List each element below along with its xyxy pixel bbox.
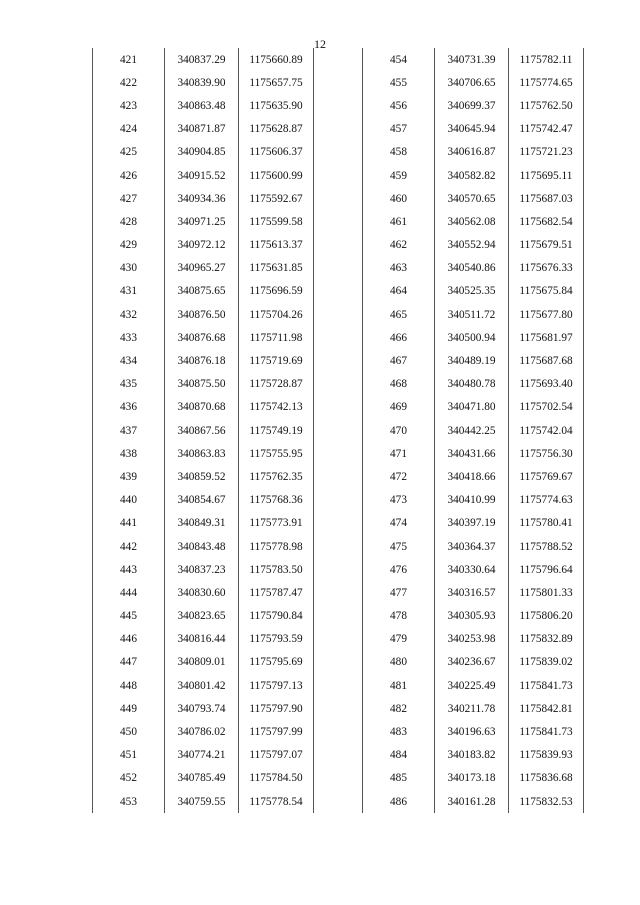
point-number-cell: 477 <box>390 586 407 599</box>
point-number-cell: 468 <box>390 378 407 391</box>
point-number-cell: 480 <box>390 656 407 669</box>
table-row <box>363 790 584 813</box>
table-row <box>363 581 584 604</box>
table-row <box>93 210 314 233</box>
y-coordinate-cell: 1175687.68 <box>509 349 584 372</box>
y-coordinate-cell: 1175702.54 <box>509 396 584 419</box>
table-row <box>93 141 314 164</box>
point-number-cell: 434 <box>120 355 137 368</box>
table-row <box>93 628 314 651</box>
table-row <box>93 697 314 720</box>
x-coordinate-cell: 340830.60 <box>165 581 239 604</box>
x-coordinate-cell: 340876.50 <box>165 303 239 326</box>
point-number-cell: 455 <box>390 76 407 89</box>
point-number-cell: 472 <box>390 470 407 483</box>
point-number-cell: 431 <box>120 285 137 298</box>
y-coordinate-cell: 1175695.11 <box>509 164 584 187</box>
y-coordinate-cell: 1175793.59 <box>239 628 314 651</box>
point-number-cell: 485 <box>390 772 407 785</box>
x-coordinate-cell: 340570.65 <box>435 187 509 210</box>
y-coordinate-cell: 1175762.50 <box>509 94 584 117</box>
y-coordinate-cell: 1175635.90 <box>239 94 314 117</box>
table-row <box>363 71 584 94</box>
table-row <box>363 767 584 790</box>
point-number-cell: 461 <box>390 215 407 228</box>
table-row <box>93 257 314 280</box>
x-coordinate-cell: 340699.37 <box>435 94 509 117</box>
y-coordinate-cell: 1175839.02 <box>509 651 584 674</box>
x-coordinate-cell: 340876.18 <box>165 349 239 372</box>
x-coordinate-cell: 340236.67 <box>435 651 509 674</box>
point-number-cell: 441 <box>120 517 137 530</box>
table-row <box>363 303 584 326</box>
x-coordinate-cell: 340431.66 <box>435 442 509 465</box>
y-coordinate-cell: 1175787.47 <box>239 581 314 604</box>
x-coordinate-cell: 340364.37 <box>435 535 509 558</box>
table-row <box>93 720 314 743</box>
y-coordinate-cell: 1175797.99 <box>239 720 314 743</box>
y-coordinate-cell: 1175795.69 <box>239 651 314 674</box>
x-coordinate-cell: 340480.78 <box>435 373 509 396</box>
x-coordinate-cell: 340904.85 <box>165 141 239 164</box>
y-coordinate-cell: 1175742.13 <box>239 396 314 419</box>
point-number-cell: 433 <box>120 331 137 344</box>
y-coordinate-cell: 1175613.37 <box>239 234 314 257</box>
x-coordinate-cell: 340863.83 <box>165 442 239 465</box>
point-number-cell: 450 <box>120 726 137 739</box>
table-row <box>363 373 584 396</box>
y-coordinate-cell: 1175806.20 <box>509 605 584 628</box>
table-row <box>93 373 314 396</box>
x-coordinate-cell: 340511.72 <box>435 303 509 326</box>
point-number-cell: 423 <box>120 99 137 112</box>
table-row <box>363 605 584 628</box>
y-coordinate-cell: 1175783.50 <box>239 558 314 581</box>
table-row <box>93 535 314 558</box>
y-coordinate-cell: 1175600.99 <box>239 164 314 187</box>
point-number-cell: 475 <box>390 540 407 553</box>
y-coordinate-cell: 1175711.98 <box>239 326 314 349</box>
x-coordinate-cell: 340774.21 <box>165 744 239 767</box>
x-coordinate-cell: 340915.52 <box>165 164 239 187</box>
x-coordinate-cell: 340552.94 <box>435 234 509 257</box>
y-coordinate-cell: 1175836.68 <box>509 767 584 790</box>
y-coordinate-cell: 1175675.84 <box>509 280 584 303</box>
x-coordinate-cell: 340540.86 <box>435 257 509 280</box>
x-coordinate-cell: 340876.68 <box>165 326 239 349</box>
table-row <box>363 744 584 767</box>
point-number-cell: 432 <box>120 308 137 321</box>
y-coordinate-cell: 1175762.35 <box>239 465 314 488</box>
table-row <box>93 118 314 141</box>
point-number-cell: 425 <box>120 146 137 159</box>
point-number-cell: 479 <box>390 633 407 646</box>
x-coordinate-cell: 340196.63 <box>435 720 509 743</box>
point-number-cell: 462 <box>390 239 407 252</box>
point-number-cell: 473 <box>390 494 407 507</box>
point-number-cell: 447 <box>120 656 137 669</box>
point-number-cell: 459 <box>390 169 407 182</box>
table-row <box>93 790 314 813</box>
page-number: 12 <box>314 37 326 51</box>
y-coordinate-cell: 1175749.19 <box>239 419 314 442</box>
x-coordinate-cell: 340397.19 <box>435 512 509 535</box>
x-coordinate-cell: 340875.65 <box>165 280 239 303</box>
point-number-cell: 443 <box>120 563 137 576</box>
x-coordinate-cell: 340316.57 <box>435 581 509 604</box>
table-row <box>93 442 314 465</box>
table-row <box>93 71 314 94</box>
y-coordinate-cell: 1175696.59 <box>239 280 314 303</box>
y-coordinate-cell: 1175660.89 <box>239 48 314 71</box>
point-number-cell: 426 <box>120 169 137 182</box>
y-coordinate-cell: 1175778.98 <box>239 535 314 558</box>
x-coordinate-cell: 340253.98 <box>435 628 509 651</box>
point-number-cell: 440 <box>120 494 137 507</box>
table-row <box>93 234 314 257</box>
x-coordinate-cell: 340934.36 <box>165 187 239 210</box>
x-coordinate-cell: 340183.82 <box>435 744 509 767</box>
y-coordinate-cell: 1175742.47 <box>509 118 584 141</box>
y-coordinate-cell: 1175676.33 <box>509 257 584 280</box>
point-number-cell: 463 <box>390 262 407 275</box>
table-row <box>93 48 314 71</box>
point-number-cell: 448 <box>120 679 137 692</box>
table-row <box>93 767 314 790</box>
y-coordinate-cell: 1175801.33 <box>509 581 584 604</box>
x-coordinate-cell: 340616.87 <box>435 141 509 164</box>
y-coordinate-cell: 1175606.37 <box>239 141 314 164</box>
x-coordinate-cell: 340965.27 <box>165 257 239 280</box>
point-number-cell: 446 <box>120 633 137 646</box>
y-coordinate-cell: 1175832.53 <box>509 790 584 813</box>
table-row <box>363 164 584 187</box>
y-coordinate-cell: 1175687.03 <box>509 187 584 210</box>
point-number-cell: 470 <box>390 424 407 437</box>
y-coordinate-cell: 1175592.67 <box>239 187 314 210</box>
x-coordinate-cell: 340823.65 <box>165 605 239 628</box>
point-number-cell: 482 <box>390 702 407 715</box>
x-coordinate-cell: 340645.94 <box>435 118 509 141</box>
point-number-cell: 435 <box>120 378 137 391</box>
point-number-cell: 424 <box>120 123 137 136</box>
x-coordinate-cell: 340875.50 <box>165 373 239 396</box>
table-row <box>363 512 584 535</box>
coordinate-table-left <box>92 48 314 813</box>
table-row <box>363 280 584 303</box>
x-coordinate-cell: 340759.55 <box>165 790 239 813</box>
point-number-cell: 476 <box>390 563 407 576</box>
y-coordinate-cell: 1175682.54 <box>509 210 584 233</box>
x-coordinate-cell: 340786.02 <box>165 720 239 743</box>
x-coordinate-cell: 340225.49 <box>435 674 509 697</box>
y-coordinate-cell: 1175769.67 <box>509 465 584 488</box>
x-coordinate-cell: 340971.25 <box>165 210 239 233</box>
x-coordinate-cell: 340843.48 <box>165 535 239 558</box>
table-row <box>93 651 314 674</box>
y-coordinate-cell: 1175677.80 <box>509 303 584 326</box>
y-coordinate-cell: 1175832.89 <box>509 628 584 651</box>
x-coordinate-cell: 340809.01 <box>165 651 239 674</box>
x-coordinate-cell: 340305.93 <box>435 605 509 628</box>
x-coordinate-cell: 340816.44 <box>165 628 239 651</box>
table-row <box>93 164 314 187</box>
table-row <box>363 210 584 233</box>
x-coordinate-cell: 340801.42 <box>165 674 239 697</box>
table-row <box>93 465 314 488</box>
x-coordinate-cell: 340867.56 <box>165 419 239 442</box>
point-number-cell: 427 <box>120 192 137 205</box>
point-number-cell: 452 <box>120 772 137 785</box>
y-coordinate-cell: 1175719.69 <box>239 349 314 372</box>
y-coordinate-cell: 1175797.07 <box>239 744 314 767</box>
table-row <box>363 187 584 210</box>
y-coordinate-cell: 1175790.84 <box>239 605 314 628</box>
x-coordinate-cell: 340489.19 <box>435 349 509 372</box>
point-number-cell: 449 <box>120 702 137 715</box>
point-number-cell: 436 <box>120 401 137 414</box>
y-coordinate-cell: 1175780.41 <box>509 512 584 535</box>
x-coordinate-cell: 340870.68 <box>165 396 239 419</box>
y-coordinate-cell: 1175681.97 <box>509 326 584 349</box>
table-row <box>93 512 314 535</box>
y-coordinate-cell: 1175756.30 <box>509 442 584 465</box>
point-number-cell: 469 <box>390 401 407 414</box>
y-coordinate-cell: 1175704.26 <box>239 303 314 326</box>
point-number-cell: 466 <box>390 331 407 344</box>
table-row <box>93 94 314 117</box>
y-coordinate-cell: 1175755.95 <box>239 442 314 465</box>
point-number-cell: 483 <box>390 726 407 739</box>
y-coordinate-cell: 1175728.87 <box>239 373 314 396</box>
x-coordinate-cell: 340793.74 <box>165 697 239 720</box>
table-row <box>93 326 314 349</box>
x-coordinate-cell: 340859.52 <box>165 465 239 488</box>
table-row <box>363 651 584 674</box>
y-coordinate-cell: 1175721.23 <box>509 141 584 164</box>
point-number-cell: 437 <box>120 424 137 437</box>
table-row <box>93 605 314 628</box>
x-coordinate-cell: 340849.31 <box>165 512 239 535</box>
x-coordinate-cell: 340442.25 <box>435 419 509 442</box>
table-row <box>93 396 314 419</box>
point-number-cell: 474 <box>390 517 407 530</box>
table-row <box>363 349 584 372</box>
table-row <box>363 489 584 512</box>
point-number-cell: 453 <box>120 795 137 808</box>
table-row <box>363 442 584 465</box>
x-coordinate-cell: 340410.99 <box>435 489 509 512</box>
table-row <box>363 326 584 349</box>
table-row <box>93 187 314 210</box>
x-coordinate-cell: 340418.66 <box>435 465 509 488</box>
table-row <box>363 48 584 71</box>
table-row <box>363 94 584 117</box>
y-coordinate-cell: 1175679.51 <box>509 234 584 257</box>
x-coordinate-cell: 340972.12 <box>165 234 239 257</box>
x-coordinate-cell: 340330.64 <box>435 558 509 581</box>
x-coordinate-cell: 340161.28 <box>435 790 509 813</box>
point-number-cell: 486 <box>390 795 407 808</box>
table-row <box>363 419 584 442</box>
y-coordinate-cell: 1175796.64 <box>509 558 584 581</box>
point-number-cell: 430 <box>120 262 137 275</box>
y-coordinate-cell: 1175841.73 <box>509 674 584 697</box>
x-coordinate-cell: 340871.87 <box>165 118 239 141</box>
point-number-cell: 464 <box>390 285 407 298</box>
table-row <box>363 628 584 651</box>
y-coordinate-cell: 1175797.13 <box>239 674 314 697</box>
y-coordinate-cell: 1175742.04 <box>509 419 584 442</box>
point-number-cell: 460 <box>390 192 407 205</box>
table-row <box>93 744 314 767</box>
x-coordinate-cell: 340706.65 <box>435 71 509 94</box>
table-row <box>93 558 314 581</box>
point-number-cell: 465 <box>390 308 407 321</box>
point-number-cell: 484 <box>390 749 407 762</box>
point-number-cell: 439 <box>120 470 137 483</box>
table-row <box>363 558 584 581</box>
coordinate-table-right <box>362 48 584 813</box>
y-coordinate-cell: 1175839.93 <box>509 744 584 767</box>
y-coordinate-cell: 1175657.75 <box>239 71 314 94</box>
point-number-cell: 442 <box>120 540 137 553</box>
point-number-cell: 456 <box>390 99 407 112</box>
y-coordinate-cell: 1175628.87 <box>239 118 314 141</box>
point-number-cell: 429 <box>120 239 137 252</box>
table-row <box>363 118 584 141</box>
table-row <box>93 280 314 303</box>
y-coordinate-cell: 1175599.58 <box>239 210 314 233</box>
point-number-cell: 444 <box>120 586 137 599</box>
x-coordinate-cell: 340839.90 <box>165 71 239 94</box>
y-coordinate-cell: 1175768.36 <box>239 489 314 512</box>
table-row <box>363 141 584 164</box>
table-row <box>93 303 314 326</box>
point-number-cell: 458 <box>390 146 407 159</box>
table-row <box>363 465 584 488</box>
x-coordinate-cell: 340500.94 <box>435 326 509 349</box>
y-coordinate-cell: 1175782.11 <box>509 48 584 71</box>
y-coordinate-cell: 1175631.85 <box>239 257 314 280</box>
y-coordinate-cell: 1175774.63 <box>509 489 584 512</box>
table-row <box>93 581 314 604</box>
table-row <box>93 674 314 697</box>
x-coordinate-cell: 340731.39 <box>435 48 509 71</box>
point-number-cell: 422 <box>120 76 137 89</box>
table-row <box>363 720 584 743</box>
x-coordinate-cell: 340837.23 <box>165 558 239 581</box>
x-coordinate-cell: 340863.48 <box>165 94 239 117</box>
point-number-cell: 454 <box>390 53 407 66</box>
y-coordinate-cell: 1175778.54 <box>239 790 314 813</box>
table-row <box>363 234 584 257</box>
x-coordinate-cell: 340582.82 <box>435 164 509 187</box>
x-coordinate-cell: 340211.78 <box>435 697 509 720</box>
point-number-cell: 471 <box>390 447 407 460</box>
x-coordinate-cell: 340837.29 <box>165 48 239 71</box>
point-number-cell: 438 <box>120 447 137 460</box>
table-row <box>363 674 584 697</box>
x-coordinate-cell: 340562.08 <box>435 210 509 233</box>
x-coordinate-cell: 340785.49 <box>165 767 239 790</box>
y-coordinate-cell: 1175842.81 <box>509 697 584 720</box>
y-coordinate-cell: 1175797.90 <box>239 697 314 720</box>
x-coordinate-cell: 340525.35 <box>435 280 509 303</box>
y-coordinate-cell: 1175693.40 <box>509 373 584 396</box>
table-row <box>93 349 314 372</box>
point-number-cell: 467 <box>390 355 407 368</box>
point-number-cell: 451 <box>120 749 137 762</box>
point-number-cell: 478 <box>390 610 407 623</box>
point-number-cell: 457 <box>390 123 407 136</box>
y-coordinate-cell: 1175773.91 <box>239 512 314 535</box>
y-coordinate-cell: 1175784.50 <box>239 767 314 790</box>
x-coordinate-cell: 340471.80 <box>435 396 509 419</box>
table-row <box>93 489 314 512</box>
table-row <box>363 535 584 558</box>
table-row <box>363 396 584 419</box>
y-coordinate-cell: 1175841.73 <box>509 720 584 743</box>
y-coordinate-cell: 1175774.65 <box>509 71 584 94</box>
x-coordinate-cell: 340854.67 <box>165 489 239 512</box>
point-number-cell: 421 <box>120 53 137 66</box>
point-number-cell: 428 <box>120 215 137 228</box>
table-row <box>363 697 584 720</box>
x-coordinate-cell: 340173.18 <box>435 767 509 790</box>
table-row <box>363 257 584 280</box>
y-coordinate-cell: 1175788.52 <box>509 535 584 558</box>
table-row <box>93 419 314 442</box>
point-number-cell: 445 <box>120 610 137 623</box>
point-number-cell: 481 <box>390 679 407 692</box>
